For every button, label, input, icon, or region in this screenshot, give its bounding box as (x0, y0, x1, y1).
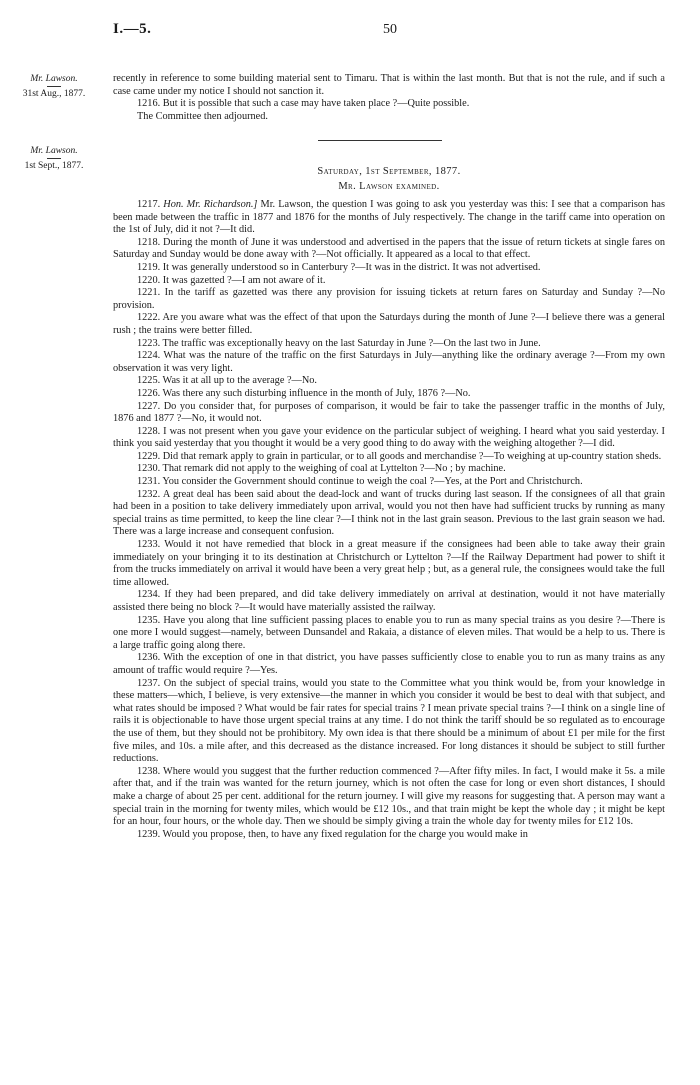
paragraph: 1227. Do you consider that, for purposes of comparison, it would be fair to take the passenger traffic in the months of July, 1876 and 1877 ?—No, it would not. (113, 400, 665, 425)
paragraph: 1239. Would you propose, then, to have any fixed regulation for the charge you would make in (137, 828, 528, 840)
witness-examined-heading: Mr. Lawson examined. (338, 181, 440, 192)
session-date-heading: Saturday, 1st September, 1877. (317, 166, 461, 177)
paragraph: 1228. I was not present when you gave your evidence on the particular subject of weighing. I heard what you said yesterday. I think you said yesterday that you thought it would be a very good thing to do away with the weighing altogether ?—I did. (113, 425, 665, 450)
paragraph: recently in reference to some building material sent to Timaru. That is within the last month. But that is not the rule, and if such a case came under my notice I should not sanction it. (113, 73, 665, 97)
report-code: I.—5. (113, 21, 152, 37)
margin-witness-name: Mr. Lawson. (30, 74, 78, 84)
margin-witness-name: Mr. Lawson. (30, 146, 78, 156)
evidence-body (113, 199, 665, 841)
paragraph: 1218. During the month of June it was understood and advertised in the papers that the issue of return tickets at single fares on Saturday and Sunday would be done away with ?—Not officially. It appeared as a local to that effect. (113, 236, 665, 261)
paragraph: 1226. Was there any such disturbing influence in the month of July, 1876 ?—No. (137, 387, 471, 399)
page-number: 50 (383, 22, 397, 37)
paragraph: 1238. Where would you suggest that the further reduction commenced ?—After fifty miles. In fact, I would make it 5s. a mile after that, and if the train was wanted for the return journey, which is not often the case for long or even short distances, I should make a charge of about 25 per cent. additional for the return journey. I will give my reasons for suggesting that. A person may want a special train in the morning for twenty miles, which would be £12 10s., and that train might be kept the whole day ; it might be kept for an hour, four hours, or the whole day. Then we should be simply giving a train the whole day for twenty miles for £12 10s. (113, 765, 665, 828)
paragraph: 1236. With the exception of one in that district, you have passes sufficiently close to enable you to run as many trains as any amount of traffic would require ?—Yes. (113, 652, 665, 676)
paragraph: 1233. Would it not have remedied that block in a great measure if the consignees had been able to take away their grain immediately on your bringing it to its destination at Christchurch or Lyttelton ?—If the Railway Department had power to shift it from the trucks immediately on arrival it would have been a very great help ; but, as a general rule, the consignees would take the full time allowed. (113, 539, 665, 588)
paragraph: 1230. That remark did not apply to the weighing of coal at Lyttelton ?—No ; by machine. (137, 463, 506, 475)
adjournment-note: The Committee then adjourned. (137, 110, 268, 122)
margin-date: 1st Sept., 1877. (24, 161, 84, 171)
margin-note-1 (4, 73, 104, 100)
paragraph: 1219. It was generally understood so in Canterbury ?—It was in the district. It was not advertised. (137, 261, 541, 273)
paragraph: 1224. What was the nature of the traffic on the first Saturdays in July—anything like the ordinary average ?—From my own observation it was very light. (113, 350, 665, 374)
paragraph: 1229. Did that remark apply to grain in particular, or to all goods and merchandise ?—To weighing at up-country station sheds. (137, 450, 662, 462)
paragraph: 1221. In the tariff as gazetted was there any provision for issuing tickets at return fares on Saturday and Sunday ?—No provision. (113, 287, 665, 311)
paragraph: 1223. The traffic was exceptionally heavy on the last Saturday in June ?—On the last two in June. (137, 337, 541, 349)
paragraph-1217: 1217. Hon. Mr. Richardson.] Mr. Lawson, the question I was going to ask you yesterday was this: I see that a comparison has been made between the traffic in 1877 and 1876 for the months of July respectively. The change in the tariff came into operation on the 1st of July, did it not ?—It did. (113, 199, 665, 236)
paragraph-text: Mr. Lawson, the question I was going to ask you yesterday was this: I see that a comparison has been made between the traffic in 1877 and 1876 for the months of July respectively. The change in the tariff came into operation on the 1st of July, did it not ?—It did. (113, 199, 665, 236)
paragraph: 1220. It was gazetted ?—I am not aware of it. (137, 274, 326, 286)
margin-date: 31st Aug., 1877. (22, 89, 86, 99)
top-text (113, 73, 665, 123)
paragraph: 1235. Have you along that line sufficient passing places to enable you to run as many special trains as you desire ?—There is one more I would suggest—namely, between Dunsandel and Rakaia, a distance of eleven miles. That would be a help to us. There is a large traffic going along there. (113, 614, 665, 651)
paragraph: 1222. Are you aware what was the effect of that upon the Saturdays during the month of June ?—I believe there was a general rush ; the trains were better filled. (113, 312, 665, 336)
speaker-name: Hon. Mr. Richardson.] (163, 199, 258, 210)
paragraph: 1216. But it is possible that such a case may have taken place ?—Quite possible. (137, 98, 470, 110)
paragraph: 1231. You consider the Government should continue to weigh the coal ?—Yes, at the Port and Christchurch. (137, 476, 583, 488)
paragraph: 1225. Was it at all up to the average ?—No. (137, 375, 317, 387)
paragraph: 1234. If they had been prepared, and did take delivery immediately on arrival at destination, would it not have materially assisted there being no block ?—It would have materially assisted the railway. (113, 589, 665, 613)
margin-rule (47, 86, 61, 87)
paragraph: 1237. On the subject of special trains, would you state to the Committee what you think would be, from your knowledge in these matters—which, I believe, is very extensive—the manner in which you consider it would be best to deal with that subject, and what rates should be imposed ? What would be fair rates for special trains ? I mean private special trains ?—I think on a single line of rails it is objectionable to have those urgent special trains at any time. I do not think the tariff should be so regulated as to encourage the use of them, but they should not be prohibitory. My own idea is that there should be a minimum of about £1 per mile for the first five miles, and 10s. a mile after, and this decreased as the distance increased. For long distances it should be subject to still further reductions. (113, 677, 665, 765)
margin-note-2 (4, 145, 104, 172)
margin-rule (47, 158, 61, 159)
paragraph: 1232. A great deal has been said about the dead-lock and want of trucks during last season. If the consignees of all that grain had been in a position to take delivery immediately upon arrival, would you not then have had sufficient trucks by running as many special trains as time permitted, to keep the line clear ?—I think not in the last grain season. Previous to the last grain season we had. There was a large increase and consequent confusion. (113, 488, 665, 538)
section-divider (318, 140, 442, 141)
